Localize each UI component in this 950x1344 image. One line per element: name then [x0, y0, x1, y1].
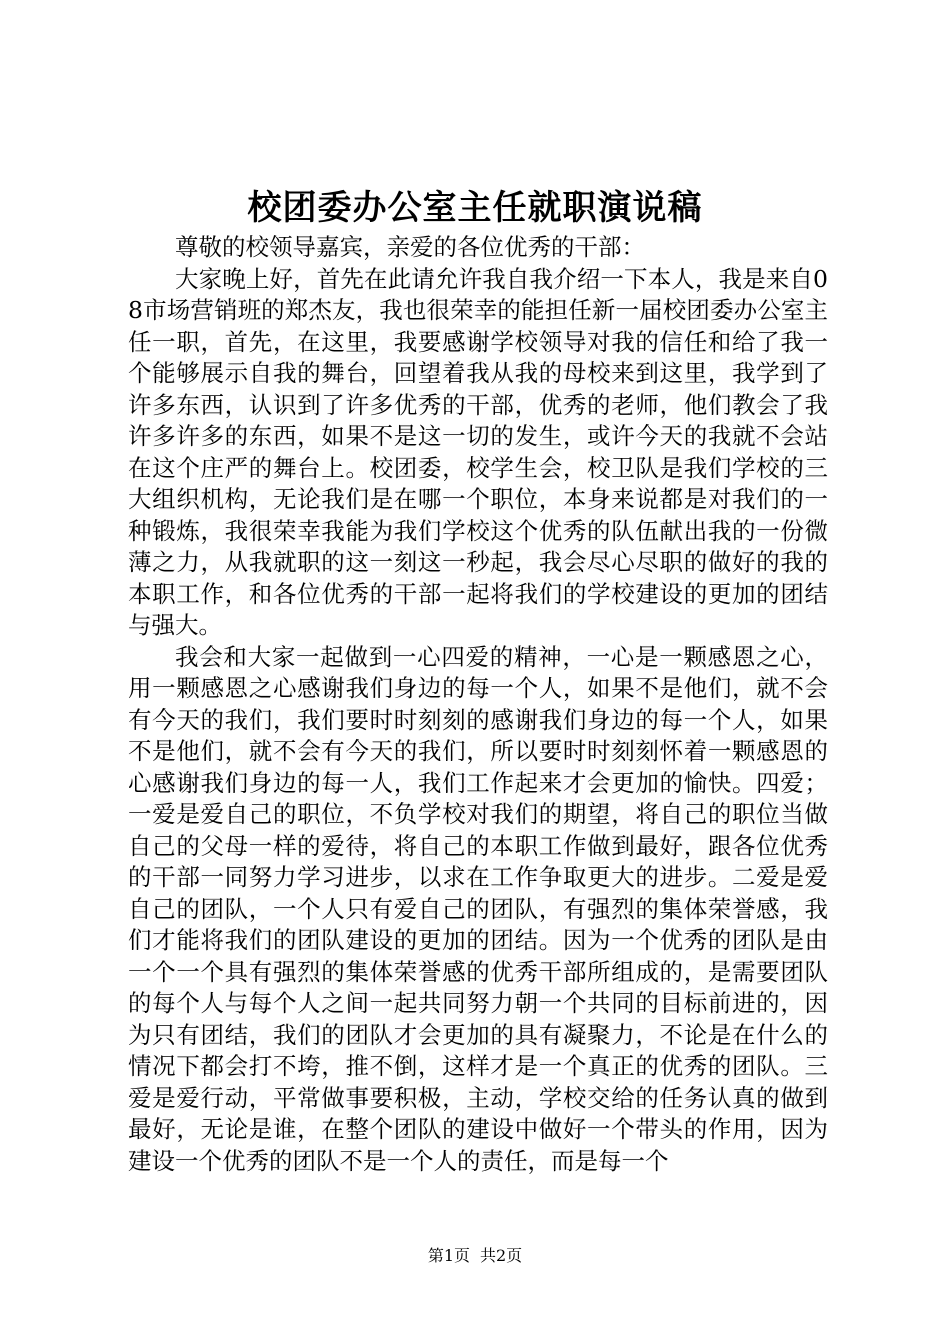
- body-paragraph: 我会和大家一起做到一心四爱的精神，一心是一颗感恩之心，用一颗感恩之心感谢我们身边的每一个人，如果不是他们，就不会有今天的我们，我们要时时刻刻的感谢我们身边的每一个人，如果不是他们，就不会有今天的我们，所以要时时刻刻怀着一颗感恩的心感谢我们身边的每一人，我们工作起来才会更加的愉快。四爱；一爱是爱自己的职位，不负学校对我们的期望，将自己的职位当做自己的父母一样的爱待，将自己的本职工作做到最好，跟各位优秀的干部一同努力学习进步，以求在工作争取更大的进步。二爱是爱自己的团队，一个人只有爱自己的团队，有强烈的集体荣誉感，我们才能将我们的团队建设的更加的团结。因为一个优秀的团队是由一个一个具有强烈的集体荣誉感的优秀干部所组成的，是需要团队的每个人与每个人之间一起共同努力朝一个共同的目标前进的，因为只有团结，我们的团队才会更加的具有凝聚力，不论是在什么的情况下都会打不垮，推不倒，这样才是一个真正的优秀的团队。三爱是爱行动，平常做事要积极，主动，学校交给的任务认真的做到最好，无论是谁，在整个团队的建设中做好一个带头的作用，因为建设一个优秀的团队不是一个人的责任，而是每一个: [128, 642, 828, 1175]
- body-paragraph: 大家晚上好，首先在此请允许我自我介绍一下本人，我是来自08市场营销班的郑杰友，我也很荣幸的能担任新一届校团委办公室主任一职，首先，在这里，我要感谢学校领导对我的信任和给了我一个能够展示自我的舞台，回望着我从我的母校来到这里，我学到了许多东西，认识到了许多优秀的干部，优秀的老师，他们教会了我许多许多的东西，如果不是这一切的发生，或许今天的我就不会站在这个庄严的舞台上。校团委，校学生会，校卫队是我们学校的三大组织机构，无论我们是在哪一个职位，本身来说都是对我们的一种锻炼，我很荣幸我能为我们学校这个优秀的队伍献出我的一份微薄之力，从我就职的这一刻这一秒起，我会尽心尽职的做好的我的本职工作，和各位优秀的干部一起将我们的学校建设的更加的团结与强大。: [128, 264, 828, 639]
- page-total: 共2页: [480, 1246, 523, 1265]
- salutation-paragraph: 尊敬的校领导嘉宾，亲爱的各位优秀的干部：: [175, 233, 645, 261]
- page-number: 第1页: [427, 1246, 470, 1265]
- page-footer: [0, 1246, 950, 1266]
- document-body: [128, 232, 828, 1177]
- document-title: 校团委办公室主任就职演说稿: [247, 188, 703, 228]
